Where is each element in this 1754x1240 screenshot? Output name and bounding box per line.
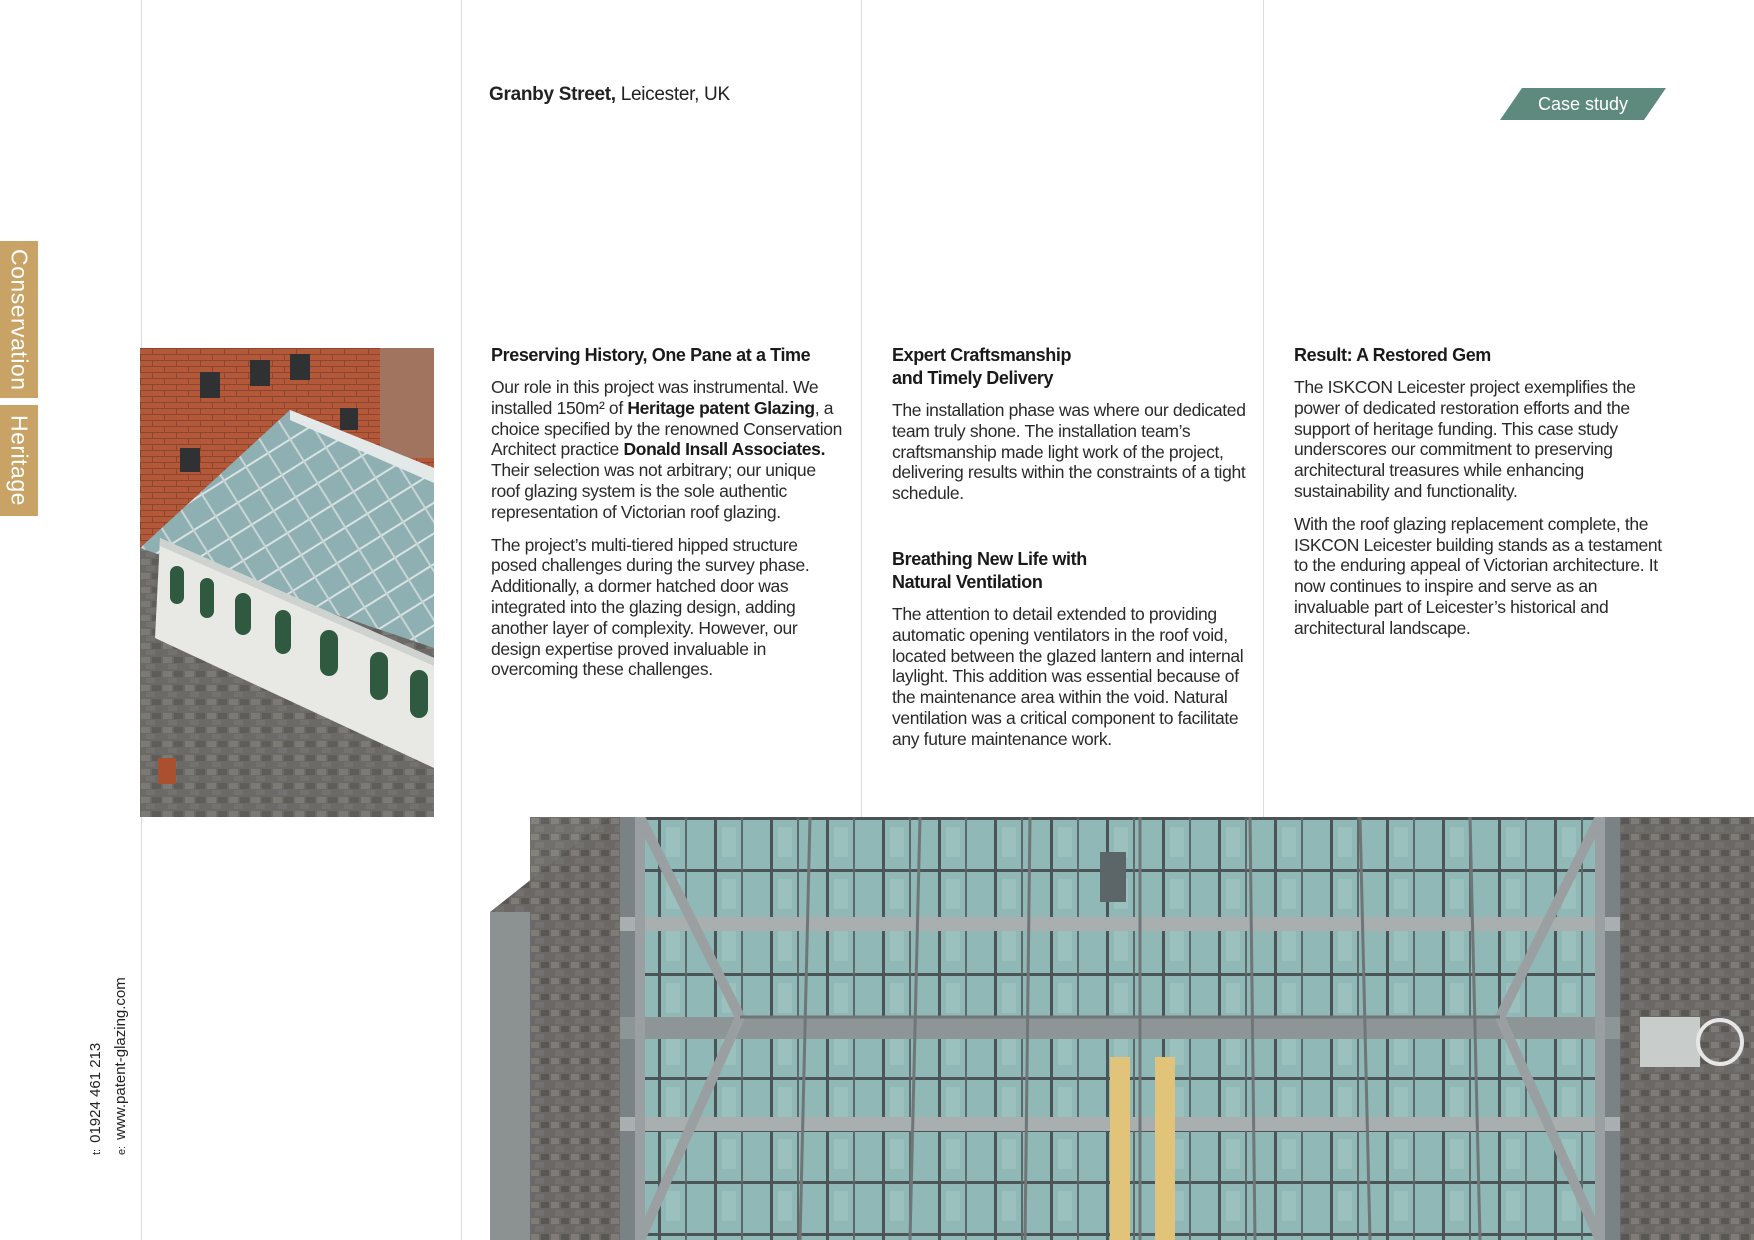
column-result bbox=[1294, 344, 1664, 651]
lantern-photo bbox=[140, 348, 434, 817]
location-city: Leicester, UK bbox=[620, 84, 730, 105]
conservation-tab-label: Conservation bbox=[6, 248, 33, 391]
paragraph-glazing-complete: With the roof glazing replacement complete, the ISKCON Leicester building stands as a testament to the enduring appeal of Victorian architecture. It now continues to inspire and serve as an invaluable part of Leicester’s historical and architectural landscape. bbox=[1294, 513, 1662, 638]
heritage-tab[interactable] bbox=[0, 405, 38, 516]
paragraph-installation: The installation phase was where our dedicated team truly shone. The installation team’s craftsmanship made light work of the project, delivering results within the constraints of a tight schedule. bbox=[892, 400, 1246, 504]
heading-expert-craftsmanship: Expert Craftsmanship and Timely Delivery bbox=[892, 345, 1072, 388]
phone-number: 01924 461 213 bbox=[87, 1042, 104, 1143]
heading-natural-ventilation: Breathing New Life with Natural Ventilation bbox=[892, 548, 1087, 592]
column-divider bbox=[1263, 0, 1264, 817]
paragraph-iskcon-project: The ISKCON Leicester project exemplifies the power of dedicated restoration efforts and the support of heritage funding. This case study underscores our commitment to preserving architectural treasures while enhancing sustainability and functionality. bbox=[1294, 377, 1636, 501]
location-street: Granby Street, bbox=[489, 84, 616, 105]
column-preserving-history bbox=[491, 344, 843, 692]
contact-info: t:01924 461 213 e:www.patent-glazing.com bbox=[87, 977, 129, 1155]
project-location bbox=[489, 84, 730, 106]
column-divider bbox=[461, 0, 462, 1240]
column-divider bbox=[861, 0, 862, 817]
column-expert-craftsmanship bbox=[892, 344, 1252, 762]
paragraph-ventilation: The attention to detail extended to providing automatic opening ventilators in the roof void, located between the glazed lantern and internal laylight. This addition was essential because of the maintenance area within the void. Natural ventilation was a critical component to facilitate any future maintenance work. bbox=[892, 603, 1244, 749]
heading-result: Result: A Restored Gem bbox=[1294, 345, 1491, 365]
paragraph-our-role: Our role in this project was instrumental. We installed 150m² of Heritage patent Glazing, a choice specified by the renowned Conservation Architect practice Donald Insall Associates. Their selection was not arbitrary; our unique roof glazing system is the sole authentic representation of Victorian roof glazing. bbox=[491, 377, 842, 522]
heritage-tab-label: Heritage bbox=[6, 415, 33, 506]
paragraph-multi-tiered: The project’s multi-tiered hipped structure posed challenges during the survey phase. Additionally, a dormer hatched door was integrated into the glazing design, adding another layer of complexity. However, our design expertise proved invaluable in overcoming these challenges. bbox=[491, 534, 810, 680]
heading-preserving-history: Preserving History, One Pane at a Time bbox=[491, 345, 811, 365]
conservation-tab[interactable] bbox=[0, 241, 38, 398]
aerial-roof-photo bbox=[490, 817, 1754, 1240]
website-link[interactable]: www.patent-glazing.com bbox=[112, 977, 129, 1140]
case-study-label: Case study bbox=[1537, 93, 1629, 114]
case-study-badge bbox=[1500, 88, 1666, 120]
